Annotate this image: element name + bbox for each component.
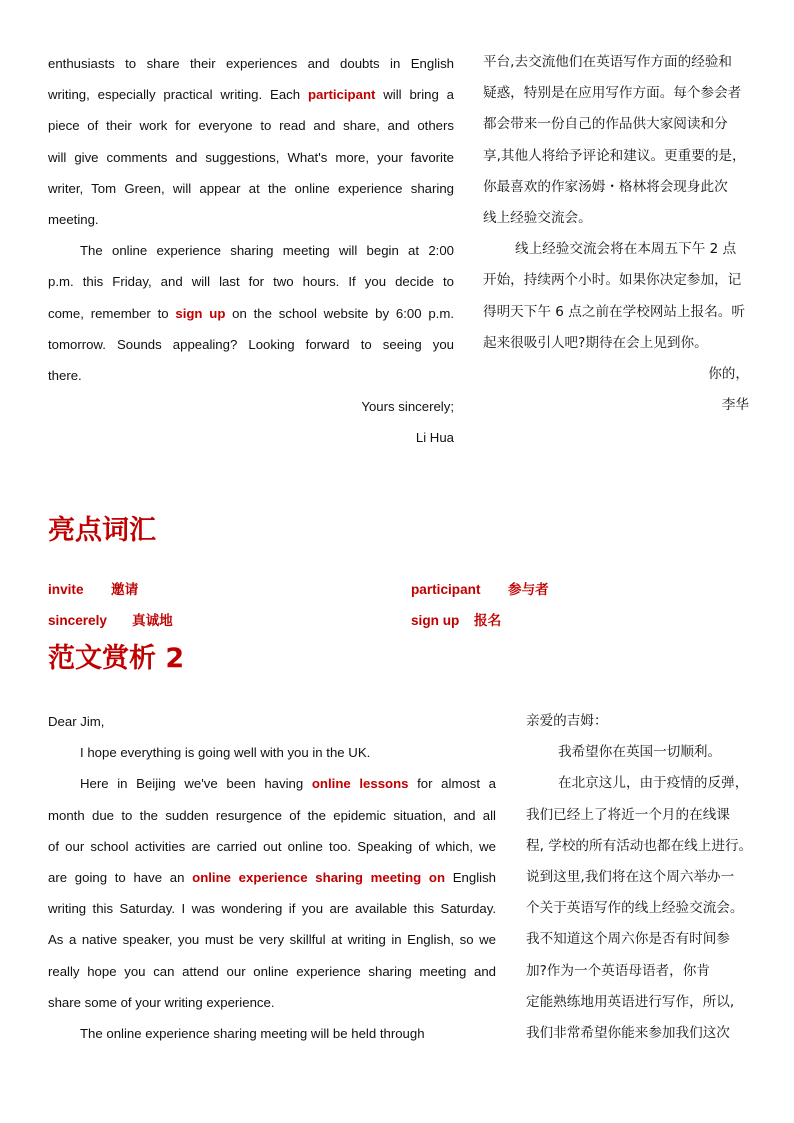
greeting: 亲爱的吉姆： [526, 713, 608, 729]
text-run: come, remember to [48, 305, 176, 321]
text-line: 疑惑，特别是在应用写作方面。每个参会者 [483, 85, 742, 102]
text-line: 线上经验交流会将在本周五下午 2 点 [515, 241, 737, 258]
letter1-chinese [483, 47, 749, 421]
text-line: of our school activities are carried out online too. Speaking of which, we [48, 838, 496, 854]
text-line: 说到这里,我们将在这个周六举办一 [526, 868, 735, 885]
text-line [48, 298, 454, 329]
text-line: p.m. this Friday, and will last for two hours. If you decide to [48, 274, 454, 290]
text-line: 我不知道这个周六你是否有时间参 [526, 931, 730, 948]
vocab-item [48, 609, 173, 629]
text-line: I hope everything is going well with you in the UK. [80, 745, 371, 761]
vocab-section-title: 亮点词汇 [48, 515, 156, 546]
text-line: really hope you can attend our online experience sharing meeting and [48, 963, 496, 979]
text-line: meeting. [48, 211, 99, 227]
letter2-chinese [526, 706, 756, 1049]
text-line [48, 79, 454, 110]
text-run: on the school website by 6:00 p.m. [225, 305, 454, 321]
text-line: 享,其他人将给予评论和建议。更重要的是， [483, 147, 746, 164]
text-run: writing, especially practical writing. Each [48, 87, 308, 103]
text-line: will give comments and suggestions, What's more, your favorite [48, 149, 454, 165]
text-line: month due to the sudden resurgence of the epidemic situation, and all [48, 807, 496, 823]
letter2-english [48, 706, 496, 1049]
vocab-item [411, 578, 549, 598]
closing: 你的， [708, 365, 749, 382]
text-line: 定能熟练地用英语进行写作，所以, [526, 993, 735, 1010]
text-line: The online experience sharing meeting will be held through [80, 1025, 425, 1041]
text-line: enthusiasts to share their experiences and doubts in English [48, 56, 454, 71]
vocab-cn: 邀请 [111, 582, 139, 598]
text-line: 得明天下午 6 点之前在学校网站上报名。听 [483, 303, 745, 320]
vocab-en: sign up [411, 613, 460, 628]
sample2-section-title: 范文赏析 2 [48, 643, 185, 674]
vocab-en: sincerely [48, 613, 107, 628]
vocab-cn: 参与者 [508, 582, 549, 598]
text-line: 我们已经上了将近一个月的在线课 [526, 806, 730, 823]
text-run: English [445, 869, 496, 885]
letter1-english [48, 48, 454, 453]
highlight-word: participant [307, 87, 376, 103]
highlight-phrase: online experience sharing meeting on [192, 869, 446, 885]
text-line: 个关于英语写作的线上经验交流会。 [526, 900, 744, 917]
text-line: 加?作为一个英语母语者，你肯 [526, 962, 710, 979]
text-line: writer, Tom Green, will appear at the online experience sharing [48, 180, 454, 196]
text-line: 在北京这儿，由于疫情的反弹， [558, 775, 749, 792]
text-run: for almost a [408, 776, 496, 792]
signature: 李华 [721, 397, 749, 414]
text-run: Here in Beijing we've been having [80, 776, 312, 792]
vocab-en: participant [411, 582, 481, 597]
text-line: As a native speaker, you must be very skillful at writing in English, so we [48, 932, 496, 948]
signature: Li Hua [415, 430, 454, 446]
text-line: 起来很吸引人吧?期待在会上见到你。 [483, 334, 708, 351]
text-line: piece of their work for everyone to read and share, and others [48, 118, 454, 134]
text-run: are going to have an [48, 869, 193, 885]
text-line: 我希望你在英国一切顺利。 [558, 744, 722, 761]
text-line: 开始，持续两个小时。如果你决定参加，记 [483, 272, 742, 289]
vocab-item [48, 578, 138, 598]
vocab-item [411, 609, 501, 629]
greeting: Dear Jim, [48, 714, 105, 729]
text-line [48, 768, 496, 799]
text-run: will bring a [375, 87, 454, 103]
text-line: 平台,去交流他们在英语写作方面的经验和 [483, 54, 733, 70]
highlight-word: sign up [175, 305, 226, 321]
text-line: The online experience sharing meeting will begin at 2:00 [80, 243, 454, 259]
text-line: share some of your writing experience. [48, 994, 275, 1010]
highlight-phrase: online lessons [311, 776, 409, 792]
text-line: tomorrow. Sounds appealing? Looking forward to seeing you [48, 336, 454, 352]
text-line: 我们非常希望你能来参加我们这次 [526, 1024, 730, 1041]
text-line: 都会带来一份自己的作品供大家阅读和分 [483, 116, 728, 133]
text-line: 你最喜欢的作家汤姆・格林将会现身此次 [483, 178, 728, 195]
text-line: 线上经验交流会。 [483, 209, 592, 226]
vocab-cn: 真诚地 [132, 613, 173, 629]
vocab-en: invite [48, 582, 84, 597]
text-line: there. [48, 367, 82, 383]
text-line: writing this Saturday. I was wondering if you are available this Saturday. [48, 901, 496, 917]
text-line [48, 862, 496, 893]
vocab-cn: 报名 [474, 613, 502, 629]
closing: Yours sincerely; [361, 399, 454, 415]
text-line: 程, 学校的所有活动也都在线上进行。 [526, 837, 753, 854]
